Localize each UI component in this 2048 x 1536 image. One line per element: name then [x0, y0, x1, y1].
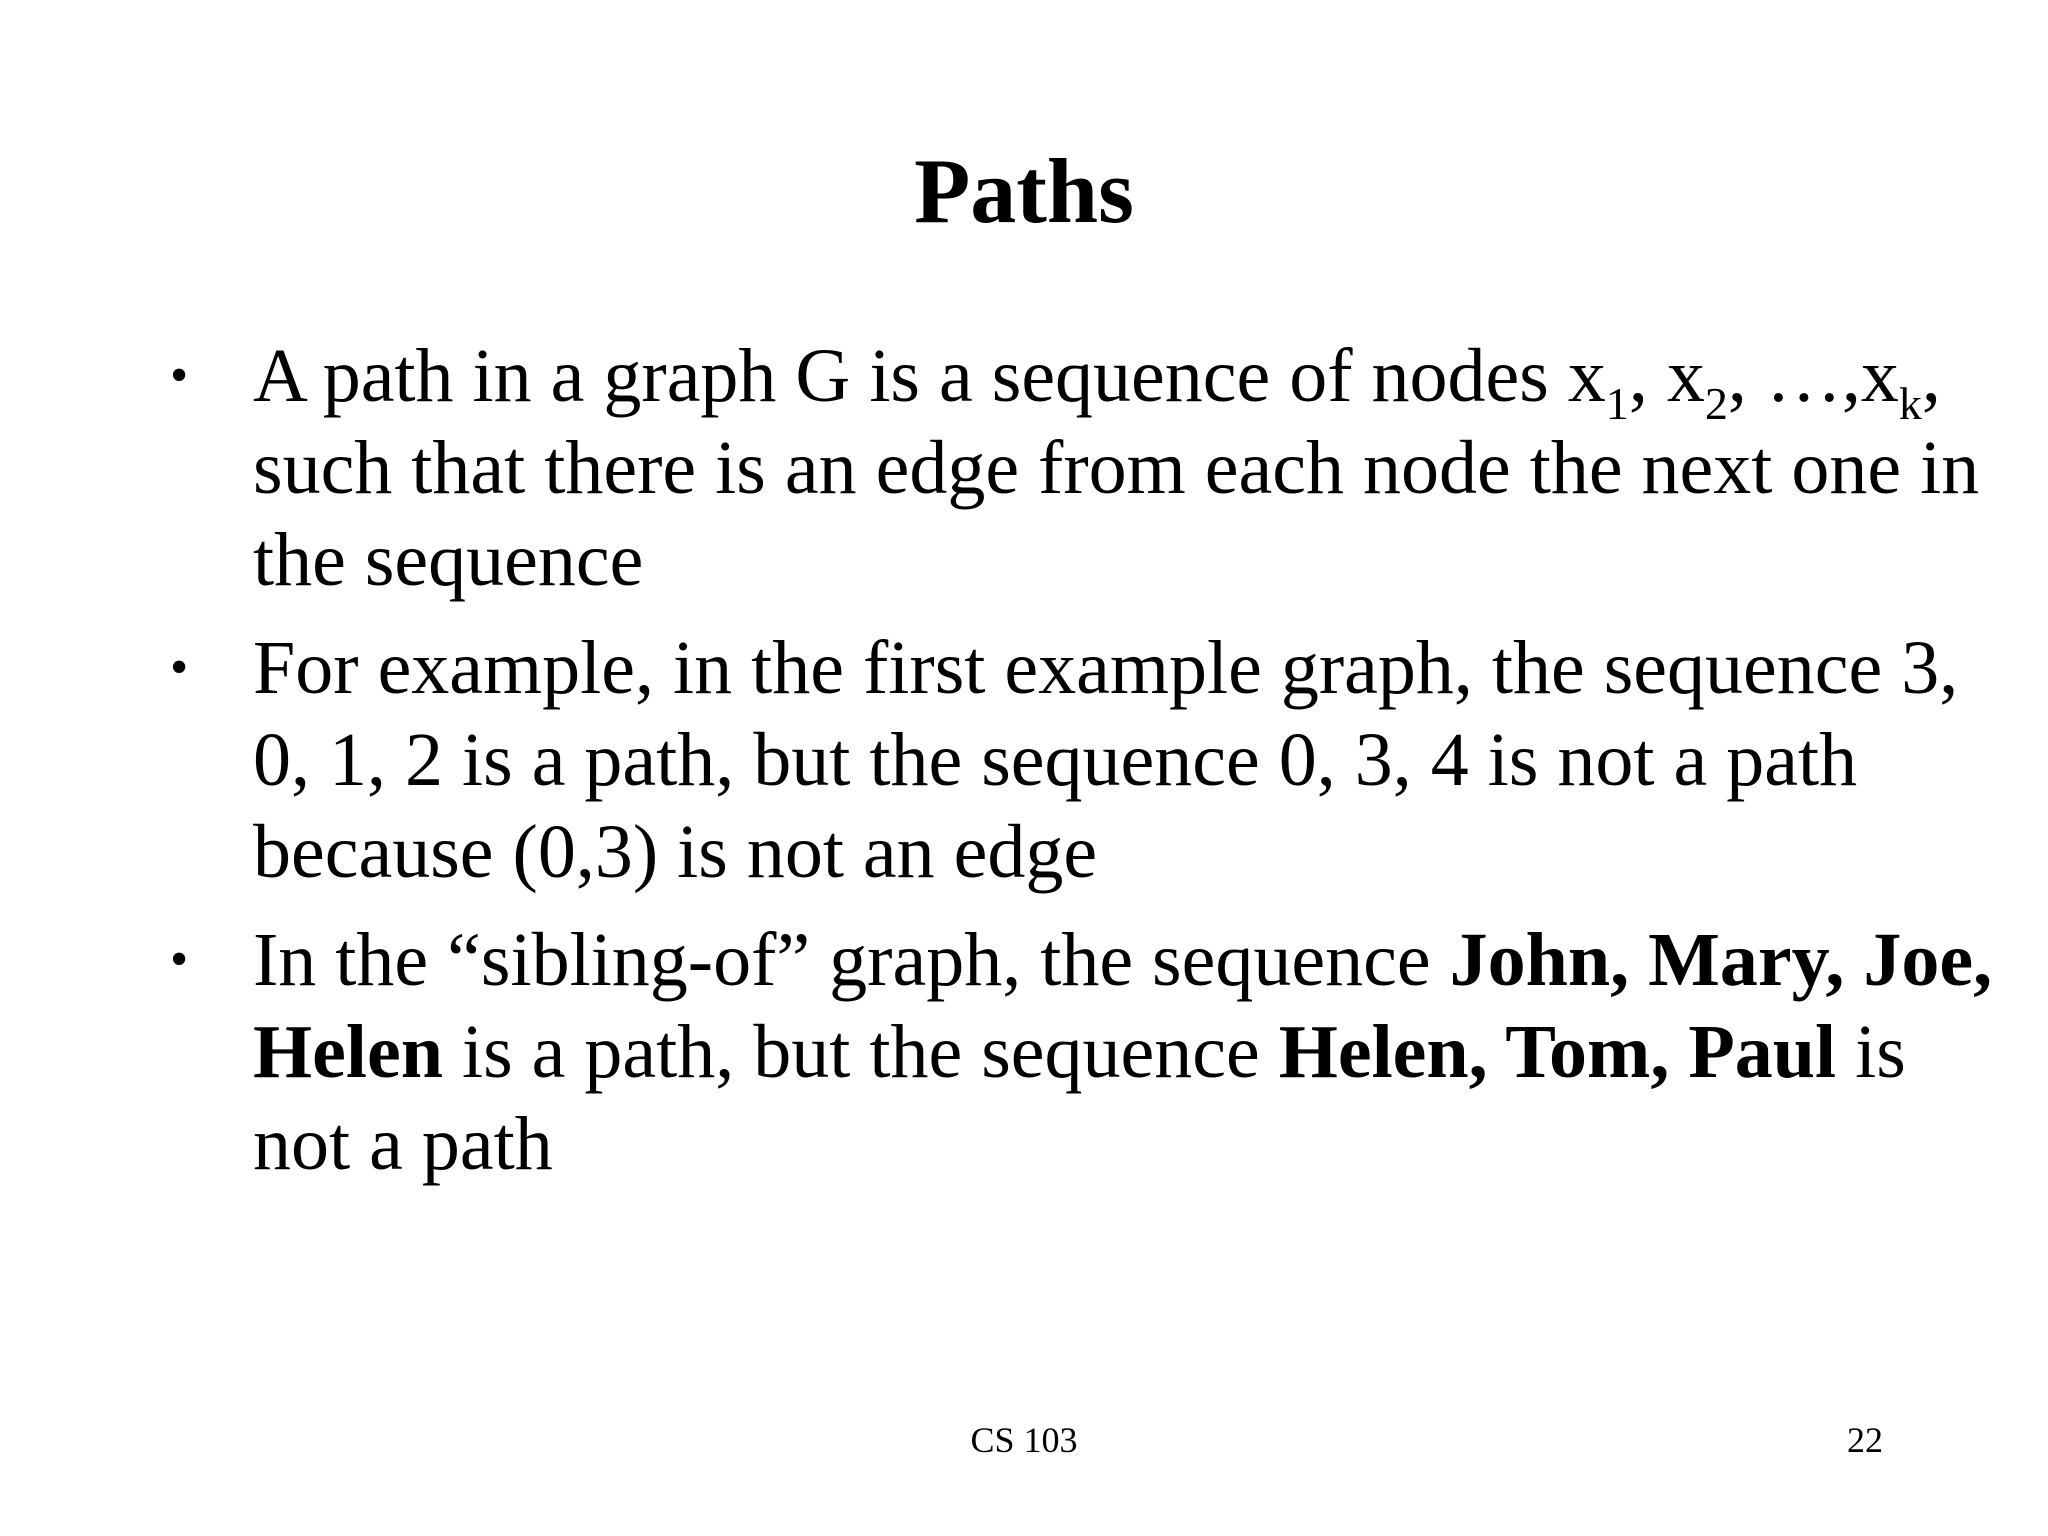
bullet-text: , …,x: [1727, 334, 1899, 418]
subscript: 2: [1704, 378, 1728, 429]
subscript: k: [1898, 378, 1922, 429]
bullet-text: is not a path: [253, 1010, 1906, 1186]
bullet-list: [170, 330, 2000, 1206]
bullet-text: is a path, but the sequence: [442, 1010, 1279, 1094]
bullet-icon: •: [170, 639, 189, 696]
bullet-example-sibling: [170, 914, 2000, 1190]
bullet-text: , x: [1628, 334, 1705, 418]
bold-sequence: Helen, Tom, Paul: [1278, 1010, 1837, 1094]
slide-number: 22: [1847, 1420, 1883, 1460]
bullet-icon: •: [170, 347, 189, 404]
bullet-icon: •: [170, 931, 189, 988]
footer-course-label: CS 103: [970, 1420, 1078, 1460]
slide-title: Paths: [914, 140, 1134, 242]
bullet-text: A path in a graph G is a sequence of nodes x: [253, 334, 1606, 418]
bold-sequence: John, Mary, Joe, Helen: [253, 918, 1993, 1094]
subscript: 1: [1605, 378, 1629, 429]
bullet-path-definition: [170, 330, 2000, 606]
bullet-text: In the “sibling-of” graph, the sequence: [253, 918, 1450, 1002]
bullet-text: , such that there is an edge from each node the next one in the sequence: [253, 334, 1980, 602]
bullet-text: For example, in the first example graph, the sequence 3, 0, 1, 2 is a path, but the sequence 0, 3, 4 is not a path because (0,3) is not an edge: [253, 626, 1959, 894]
bullet-example-numeric: [170, 622, 2000, 898]
